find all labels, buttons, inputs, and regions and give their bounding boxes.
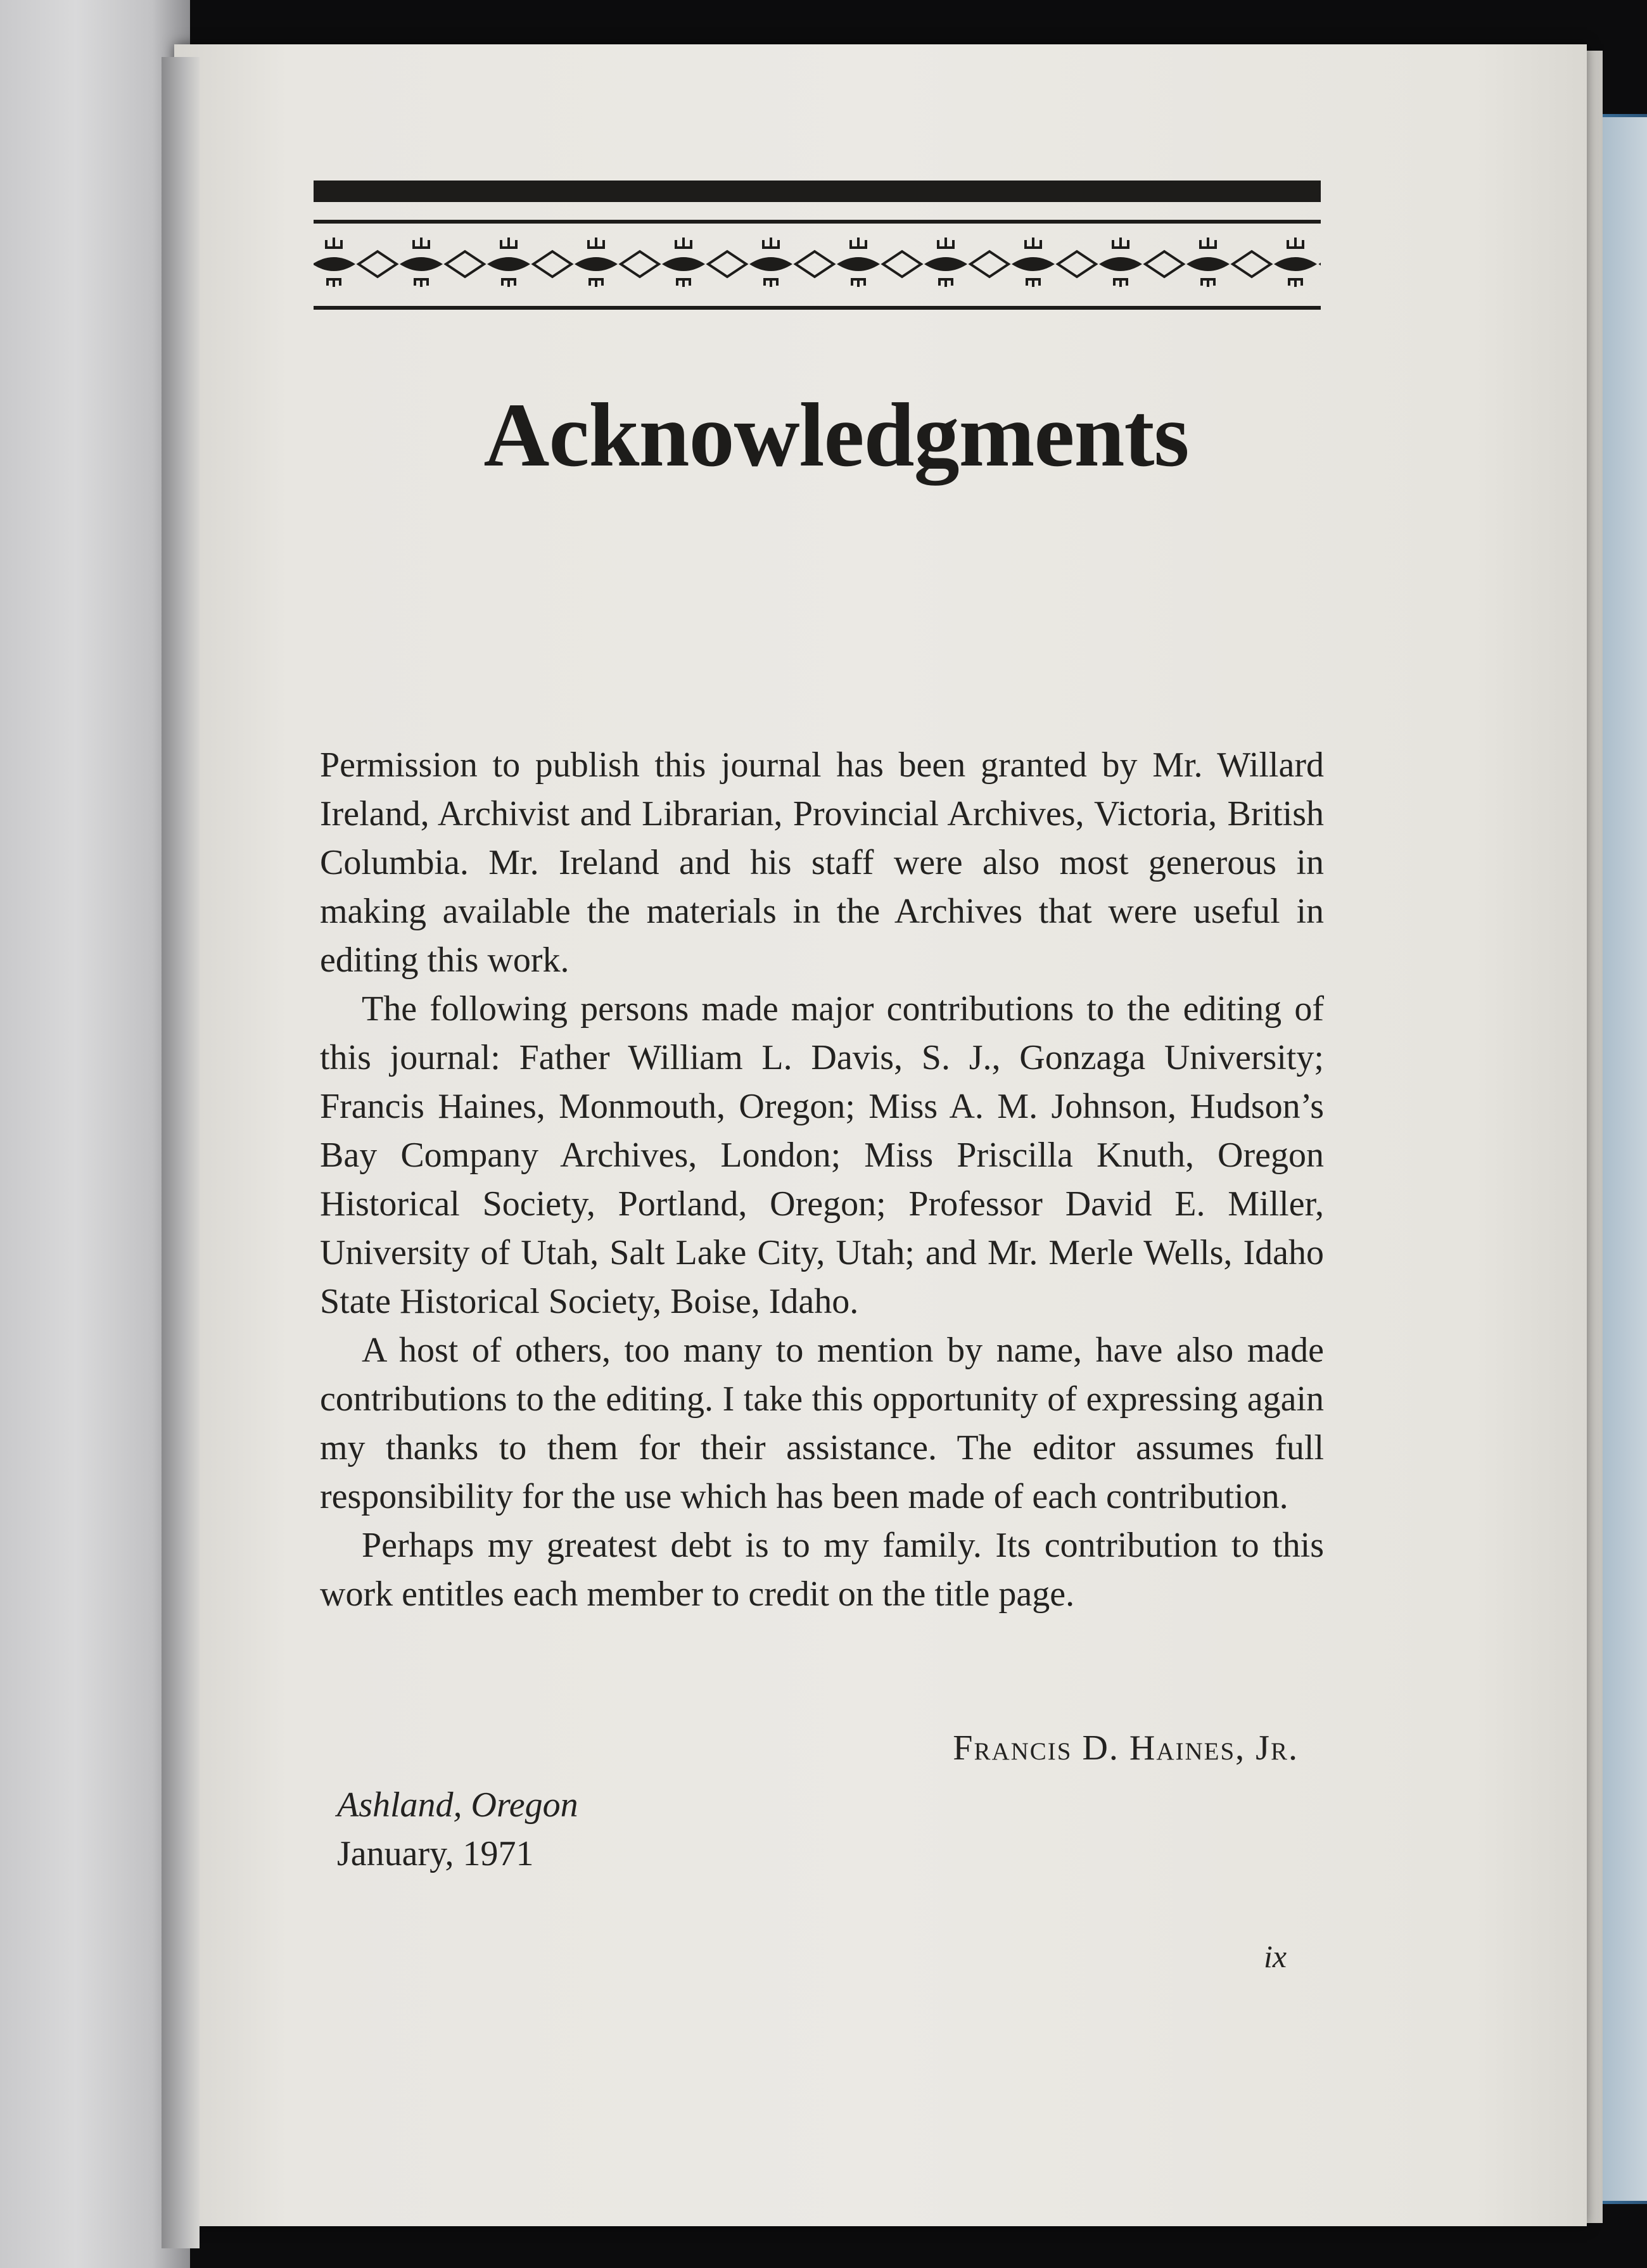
ornament-leaf bbox=[749, 257, 792, 271]
paragraph-contributors: The following persons made major contributions to the editing of this journal: Father William L. Davis, S. J., Gonzaga University; Francis Haines, Monmouth, Oregon; Miss A. M. Johnson, Hudson’s Bay Company Archives, London; Miss Priscilla Knuth, Oregon Historical Society, Portland, Oregon; Professor David E. Miller, University of Utah, Salt Lake City, Utah; and Mr. Merle Wells, Idaho State Historical Society, Boise, Idaho. bbox=[320, 989, 1324, 1321]
ornament-crown bbox=[1287, 238, 1304, 249]
ornament-leaf bbox=[400, 257, 443, 271]
ornament-crown bbox=[1024, 238, 1042, 249]
ornament-crown bbox=[1199, 238, 1217, 249]
ornament-feet bbox=[414, 279, 429, 287]
ornament-diamond bbox=[708, 251, 746, 277]
ornament-diamond bbox=[1233, 251, 1271, 277]
paragraph-family: Perhaps my greatest debt is to my family. Its contribution to this work entitles each member to credit on the title page. bbox=[320, 1526, 1324, 1614]
ornament-thin-rule-top bbox=[314, 220, 1321, 224]
ornament-diamond bbox=[1145, 251, 1183, 277]
ornament-diamond bbox=[883, 251, 921, 277]
decorative-header-ornament bbox=[314, 181, 1321, 326]
paragraph-others: A host of others, too many to mention by name, have also made contributions to the editing. I take this opportunity of expressing again my thanks to them for their assistance. The editor assumes full responsibility for the use which has been made of each contribution. bbox=[320, 1331, 1324, 1516]
author-signature: Francis D. Haines, Jr. bbox=[953, 1728, 1299, 1768]
ornament-crown bbox=[412, 238, 430, 249]
ornament-crown bbox=[675, 238, 692, 249]
ornament-leaf bbox=[314, 257, 355, 271]
ornament-feet bbox=[1200, 279, 1216, 287]
ornament-leaf bbox=[837, 257, 880, 271]
ornament-leaf bbox=[1012, 257, 1055, 271]
ornament-crown bbox=[762, 238, 780, 249]
ornament-crown bbox=[1112, 238, 1129, 249]
ornament-diamond bbox=[446, 251, 484, 277]
ornament-crown bbox=[587, 238, 605, 249]
page-number: ix bbox=[1264, 1939, 1287, 1974]
ornament-diamond bbox=[1058, 251, 1096, 277]
ornament-thin-rule-bottom bbox=[314, 306, 1321, 310]
ornament-leaf bbox=[1186, 257, 1230, 271]
ornament-feet bbox=[938, 279, 953, 287]
ornament-diamond bbox=[796, 251, 834, 277]
ornament-feet bbox=[588, 279, 604, 287]
ornament-leaf bbox=[575, 257, 618, 271]
ornament-feet bbox=[1026, 279, 1041, 287]
paragraph-permission: Permission to publish this journal has been granted by Mr. Willard Ireland, Archivist and Librarian, Provincial Archives, Victoria, British Columbia. Mr. Ireland and his staff were also most generous in making available the materials in the Archives that were useful in editing this work. bbox=[320, 745, 1324, 980]
ornament-leaf bbox=[924, 257, 967, 271]
signing-date: January, 1971 bbox=[337, 1834, 534, 1873]
ornament-thick-rule bbox=[314, 181, 1321, 202]
ornament-leaf bbox=[662, 257, 705, 271]
page-title: Acknowledgments bbox=[483, 385, 1189, 486]
ornament-leaf bbox=[1274, 257, 1317, 271]
ornament-feet bbox=[763, 279, 779, 287]
ornament-crown bbox=[500, 238, 518, 249]
ornament-leaf bbox=[487, 257, 530, 271]
ornament-diamond bbox=[621, 251, 659, 277]
ornament-feet bbox=[1113, 279, 1128, 287]
ornament-feet bbox=[326, 279, 341, 287]
ornament-diamond bbox=[970, 251, 1008, 277]
ornament-feet bbox=[851, 279, 866, 287]
ornament-diamond bbox=[359, 251, 397, 277]
ornament-crown bbox=[325, 238, 343, 249]
ornament-crown bbox=[937, 238, 955, 249]
ornament-diamond bbox=[533, 251, 571, 277]
signing-place: Ashland, Oregon bbox=[337, 1785, 578, 1825]
ornament-leaf bbox=[1099, 257, 1142, 271]
ornament-feet bbox=[676, 279, 691, 287]
ornament-motif-row bbox=[314, 238, 1321, 287]
ornament-feet bbox=[501, 279, 516, 287]
body-text bbox=[320, 741, 1324, 1619]
ornament-feet bbox=[1288, 279, 1303, 287]
ornament-crown bbox=[849, 238, 867, 249]
